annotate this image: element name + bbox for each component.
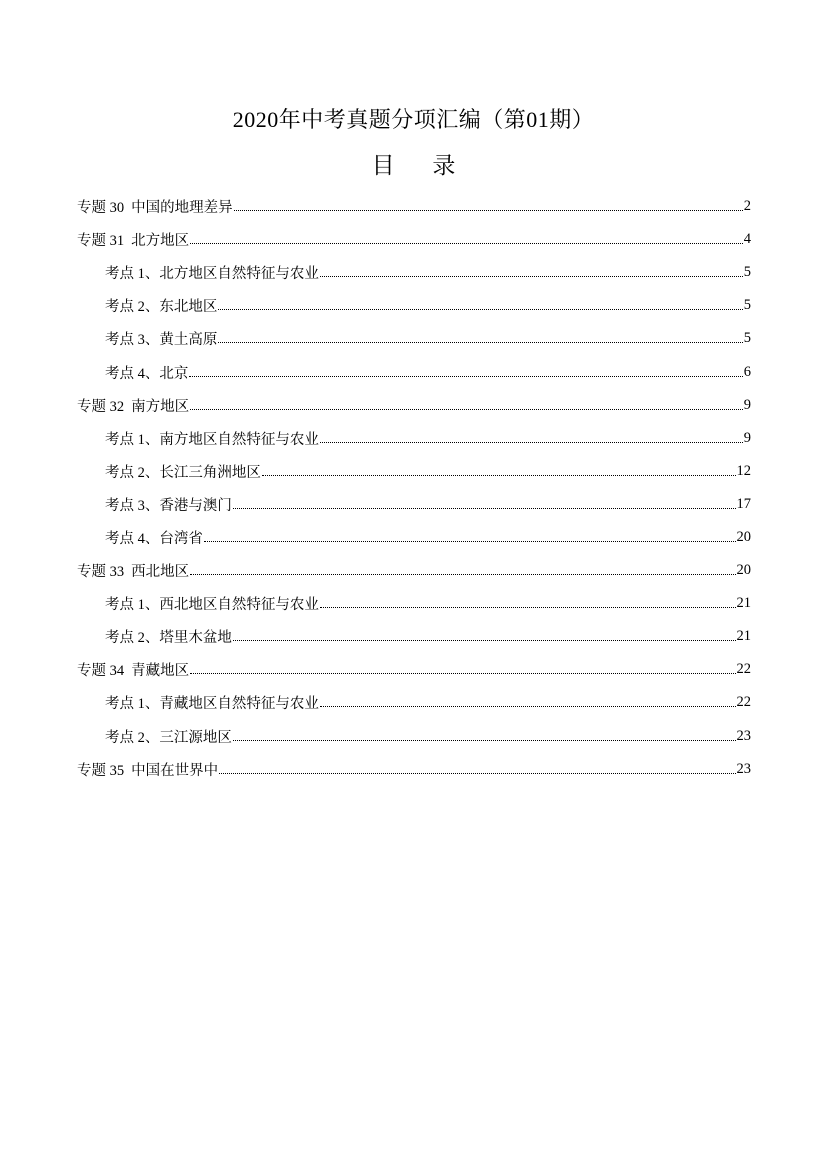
toc-page-number: 21 bbox=[736, 628, 751, 645]
toc-entry-topic[interactable] bbox=[77, 653, 751, 686]
toc-page-number: 9 bbox=[743, 396, 751, 413]
toc-entry-point[interactable] bbox=[77, 720, 751, 753]
dot-leader bbox=[320, 442, 743, 443]
toc-entry-title: 考点 3、香港与澳门 bbox=[105, 497, 232, 514]
dot-leader bbox=[320, 607, 736, 608]
toc-entry-label bbox=[105, 494, 232, 515]
toc-page-number: 23 bbox=[736, 727, 751, 744]
dot-leader bbox=[190, 409, 743, 410]
toc-entry-label bbox=[105, 726, 232, 747]
toc-entry-title: 考点 2、三江源地区 bbox=[105, 729, 232, 746]
toc-page-number: 5 bbox=[743, 264, 751, 281]
toc-entry-number: 专题 34 bbox=[77, 663, 125, 680]
toc-entry-title: 考点 4、台湾省 bbox=[105, 530, 203, 547]
toc-entry-label bbox=[105, 527, 203, 548]
toc-entry-title: 考点 3、黄土高原 bbox=[105, 332, 218, 349]
toc-entry-label bbox=[105, 692, 319, 713]
toc-entry-point[interactable] bbox=[77, 686, 751, 719]
toc-entry-topic[interactable] bbox=[77, 753, 751, 786]
toc-entry-label bbox=[105, 593, 319, 614]
toc-entry-title: 考点 1、北方地区自然特征与农业 bbox=[105, 266, 319, 283]
toc-entry-label bbox=[105, 328, 217, 349]
toc-page-number: 22 bbox=[736, 661, 751, 678]
dot-leader bbox=[204, 541, 736, 542]
toc-entry-label bbox=[77, 196, 233, 217]
toc-entry-title: 考点 1、西北地区自然特征与农业 bbox=[105, 597, 319, 614]
toc-entry-label bbox=[77, 229, 189, 250]
toc-page-number: 6 bbox=[743, 363, 751, 380]
toc-page-number: 20 bbox=[736, 562, 751, 579]
toc-entry-label bbox=[105, 262, 319, 283]
toc-page-number: 5 bbox=[743, 297, 751, 314]
dot-leader bbox=[189, 376, 742, 377]
toc-entry-number: 专题 33 bbox=[77, 564, 125, 581]
toc-entry-label bbox=[105, 428, 319, 449]
dot-leader bbox=[190, 243, 743, 244]
toc-entry-point[interactable] bbox=[77, 422, 751, 455]
toc-entry-point[interactable] bbox=[77, 620, 751, 653]
table-of-contents bbox=[77, 190, 751, 786]
toc-page-number: 5 bbox=[743, 330, 751, 347]
dot-leader bbox=[190, 574, 735, 575]
toc-page-number: 20 bbox=[736, 528, 751, 545]
dot-leader bbox=[233, 640, 736, 641]
toc-entry-label bbox=[77, 560, 189, 581]
toc-entry-title: 中国的地理差异 bbox=[131, 200, 233, 217]
toc-page-number: 17 bbox=[736, 495, 751, 512]
toc-page-number: 12 bbox=[736, 462, 751, 479]
toc-entry-point[interactable] bbox=[77, 488, 751, 521]
dot-leader bbox=[233, 740, 736, 741]
toc-entry-topic[interactable] bbox=[77, 554, 751, 587]
toc-entry-title: 考点 2、长江三角洲地区 bbox=[105, 464, 261, 481]
toc-entry-title: 西北地区 bbox=[131, 564, 190, 581]
toc-page-number: 21 bbox=[736, 595, 751, 612]
toc-entry-label bbox=[77, 659, 189, 680]
dot-leader bbox=[262, 475, 736, 476]
toc-entry-point[interactable] bbox=[77, 587, 751, 620]
toc-entry-title: 北方地区 bbox=[131, 233, 190, 250]
document-title: 2020年中考真题分项汇编（第01期） bbox=[232, 107, 595, 132]
dot-leader bbox=[219, 773, 735, 774]
toc-entry-topic[interactable] bbox=[77, 223, 751, 256]
toc-entry-label bbox=[105, 626, 232, 647]
dot-leader bbox=[320, 276, 743, 277]
toc-entry-number: 专题 35 bbox=[77, 762, 125, 779]
toc-entry-point[interactable] bbox=[77, 355, 751, 388]
toc-page-number: 9 bbox=[743, 429, 751, 446]
toc-entry-label bbox=[105, 461, 261, 482]
toc-entry-point[interactable] bbox=[77, 289, 751, 322]
toc-entry-topic[interactable] bbox=[77, 389, 751, 422]
dot-leader bbox=[218, 309, 742, 310]
toc-entry-number: 专题 30 bbox=[77, 200, 125, 217]
toc-entry-point[interactable] bbox=[77, 455, 751, 488]
toc-entry-point[interactable] bbox=[77, 521, 751, 554]
dot-leader bbox=[233, 508, 736, 509]
toc-page-number: 23 bbox=[736, 760, 751, 777]
dot-leader bbox=[218, 342, 742, 343]
toc-entry-title: 中国在世界中 bbox=[131, 762, 219, 779]
toc-entry-title: 考点 1、青藏地区自然特征与农业 bbox=[105, 696, 319, 713]
toc-entry-point[interactable] bbox=[77, 256, 751, 289]
toc-heading: 目 录 bbox=[371, 153, 472, 178]
toc-entry-title: 青藏地区 bbox=[131, 663, 190, 680]
toc-entry-topic[interactable] bbox=[77, 190, 751, 223]
dot-leader bbox=[190, 673, 735, 674]
toc-entry-number: 专题 32 bbox=[77, 398, 125, 415]
toc-entry-title: 考点 2、塔里木盆地 bbox=[105, 630, 232, 647]
toc-entry-title: 南方地区 bbox=[131, 398, 190, 415]
toc-entry-label bbox=[77, 395, 189, 416]
toc-page-number: 4 bbox=[743, 231, 751, 248]
toc-entry-label bbox=[105, 362, 188, 383]
toc-entry-title: 考点 1、南方地区自然特征与农业 bbox=[105, 431, 319, 448]
toc-entry-label bbox=[77, 759, 218, 780]
dot-leader bbox=[320, 706, 736, 707]
toc-entry-point[interactable] bbox=[77, 322, 751, 355]
toc-entry-title: 考点 4、北京 bbox=[105, 365, 189, 382]
toc-page-number: 22 bbox=[736, 694, 751, 711]
toc-page-number: 2 bbox=[743, 198, 751, 215]
toc-entry-number: 专题 31 bbox=[77, 233, 125, 250]
dot-leader bbox=[234, 210, 743, 211]
toc-entry-label bbox=[105, 295, 217, 316]
toc-entry-title: 考点 2、东北地区 bbox=[105, 299, 218, 316]
